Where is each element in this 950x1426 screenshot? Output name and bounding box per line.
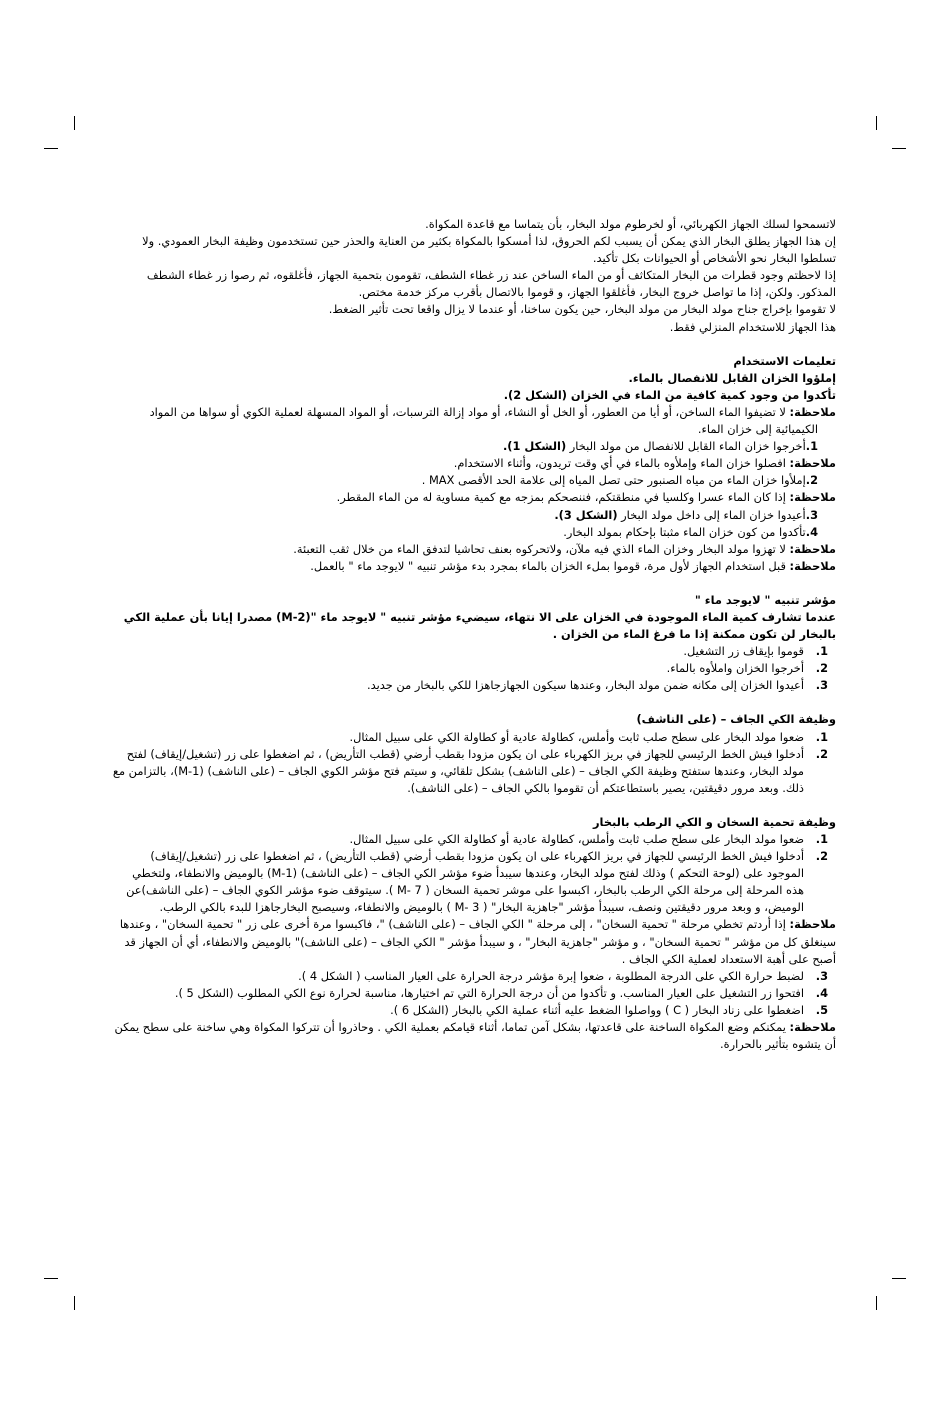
item-text: افتحوا زر التشغيل على العيار المناسب. و تأكدوا من أن درجة الحرارة التي تم اختيارها، مناسبة لحرارة نوع الكي المطلوب (الشكل 5 ). [174, 985, 804, 1000]
item-text: أخرجوا الخزان واملأوه بالماء. [666, 661, 804, 676]
note-label: ملاحظة: [789, 404, 836, 419]
note-text: افصلوا خزان الماء وإملأوه بالماء في أي وقت تريدون، وأثناء الاستخدام. [453, 456, 790, 471]
note-text: لا تهزوا مولد البخار وخزان الماء الذي فيه ملآن، ولاتحركوه بعنف تحاشيا لتدفق الماء من خلال ثقب التعبئة. [293, 541, 790, 556]
note-text: لا تضيفوا الماء الساخن، أو أيا من العطور، أو الخل أو النشاء، أو مواد إزالة الترسبات، أو المواد المسهلة لعملية الكوي أو سواها من المواد الكيميائية إلى خزان الماء. [149, 404, 818, 437]
list-item [112, 677, 836, 694]
usage-step [112, 438, 836, 455]
item-number: 2. [815, 849, 828, 864]
usage-note [112, 489, 836, 506]
list-item [112, 985, 836, 1002]
crop-mark-bottom-right [876, 1296, 877, 1310]
item-number: 2. [815, 661, 828, 676]
figure-reference: (الشكل 3). [554, 507, 618, 522]
crop-mark-top-left [74, 116, 75, 130]
usage-note [112, 455, 836, 472]
figure-reference: (الشكل 1). [502, 439, 567, 454]
list-item [112, 831, 836, 848]
no-water-intro: عندما تشارف كمية الماء الموجودة في الخزان على الا نتهاء، سيضيء مؤشر تنبيه " لايوجد ماء "(M-2) مصدرا إيانا بأن عملية الكي بالبخار لن تكون ممكنة إذا ما فرغ الماء من الخزان . [123, 609, 836, 642]
item-text: أعيدوا الخزان إلى مكانه ضمن مولد البخار، وعندها سيكون الجهازجاهزا للكي بالبخار من جديد. [367, 678, 804, 693]
note-label: ملاحظة: [789, 541, 836, 556]
safety-paragraph: هذا الجهاز للاستخدام المنزلي فقط. [669, 319, 836, 334]
list-item [112, 643, 836, 660]
usage-note [112, 404, 836, 438]
no-water-heading: مؤشر تنبيه " لايوجد ماء " [694, 592, 836, 607]
note-label: ملاحظة: [789, 1020, 836, 1035]
note-text: قبل استخدام الجهاز لأول مرة، قوموا بملء الخزان بالماء بمجرد بدء مؤشر تنبيه " لايوجد ماء " بالعمل. [310, 558, 790, 573]
note-text: يمكنكم وضع المكواة الساخنة على قاعدتها، بشكل آمن تماما، أثناء قيامكم بعملية الكي . وحاذروا أن تتركوا المكواة وهي ساخنة على سطح يمكن أن يتشوه بتأثير بالحرارة. [114, 1020, 836, 1052]
usage-note [112, 558, 836, 575]
item-text: لضبط حرارة الكي على الدرجة المطلوبة ، ضعوا إبرة مؤشر درجة الحرارة على العيار المناسب ( الشكل 4 ). [298, 968, 804, 983]
item-text: أدخلوا فيش الخط الرئيسي للجهاز في بريز الكهرباء على ان يكون مزودا بقطب أرضي (قطب التأريض) ، ثم اضغطوا على زر (تشغيل/إيقاف) الموجود على (لوحة التحكم ) وذلك لفتح مولد البخار، وعندها سيبدأ ضوء مؤشر الكي الجاف – (على الناشف) (M-1) بالوميض والانطفاء، ولتخطي هذه المرحلة إلى مرحلة الكي الرطب بالبخار، اكبسوا على موشر تحمية السخان ( M- 7 ). سيتوقف ضوء مؤشر الكوي الجاف – (على الناشف)عن الوميض، و وبعد مرور دقيقتين ونصف، سيبدأ مؤشر "جاهزية البخار" ( M- 3 ) بالوميض والانطفاء، وسيصبح البخارجاهزا للبدء بالكي الرطب. [126, 849, 804, 915]
step-text: تأكدوا من كون خزان الماء مثبتا بإحكام بمولد البخار. [563, 524, 806, 539]
steam-note [112, 916, 836, 967]
step-text: إملأوا خزان الماء من مياه الصنبور حتى تصل المياه إلى علامة الحد الأقصى MAX . [421, 473, 806, 488]
item-number: 4. [815, 985, 828, 1000]
usage-step [112, 472, 836, 489]
usage-step [112, 507, 836, 524]
note-label: ملاحظة: [789, 917, 836, 932]
safety-paragraph: إذا لاحظتم وجود قطرات من البخار المتكاثف أو من الماء الساخن عند زر غطاء الشطف، تقومون بتحمية الجهاز، فأغلقوه، ثم رصوا زر غطاء الشطف المذكور. ولكن، إذا ما تواصل خروج البخار، فأغلقوا الجهاز، و قوموا بالاتصال بأقرب مركز خدمة مختص. [146, 268, 836, 300]
crop-mark-top-right [876, 116, 877, 130]
item-number: 1. [815, 644, 828, 659]
usage-check-instruction: تأكدوا من وجود كمية كافية من الماء في الخزان (الشكل 2). [503, 387, 836, 402]
usage-fill-instruction: إملؤوا الخزان القابل للانفصال بالماء. [628, 370, 836, 385]
safety-paragraph: لا تقوموا بإخراج جناح مولد البخار من مولد البخار، حين يكون ساخنا، أو عندما لا يزال واقعا تحت تأثير الضغط. [328, 302, 836, 317]
steam-ironing-heading: وظيفة تحمية السخان و الكي الرطب بالبخار [592, 814, 836, 829]
safety-paragraph: لاتسمحوا لسلك الجهاز الكهربائي، أو لخرطوم مولد البخار، بأن يتماسا مع قاعدة المكواة. [425, 217, 836, 231]
list-item [112, 848, 836, 916]
note-label: ملاحظة: [789, 490, 836, 505]
steam-note [112, 1019, 836, 1053]
crop-mark-top-left-h [44, 148, 58, 149]
usage-note [112, 541, 836, 558]
list-item [112, 660, 836, 677]
document-body [112, 216, 836, 1276]
dry-ironing-heading: وظيفة الكي الجاف – (على الناشف) [636, 712, 836, 727]
crop-mark-bottom-right-h [892, 1278, 906, 1279]
note-text: إذا كان الماء عسرا وكلسيا في منطقتكم، فننصحكم بمزجه مع كمية مساوية له من الماء المقطر. [336, 490, 790, 505]
list-item [112, 729, 836, 746]
item-text: قوموا بإيقاف زر التشغيل. [683, 644, 804, 659]
crop-mark-bottom-left-h [44, 1278, 58, 1279]
item-number: 5. [815, 1002, 828, 1017]
item-number: 3. [815, 678, 828, 693]
dry-ironing-section [112, 711, 836, 796]
item-number: 3. [815, 968, 828, 983]
crop-mark-top-right-h [892, 148, 906, 149]
item-text: ضعوا مولد البخار على سطح صلب ثابت وأملس، كطاولة عادية أو كطاولة الكي على سبيل المثال. [349, 832, 804, 846]
note-label: ملاحظة: [789, 558, 836, 573]
note-text: إذا أردتم تخطي مرحلة " تحمية السخان" ، إلى مرحلة " الكي الجاف – (على الناشف) "، فاكبسوا مرة أخرى على زر " تحمية السخان" ، وعندها سينغلق كل من مؤشر " تحمية السخان" ، و مؤشر "جاهزية البخار" ، و سيبدأ مؤشر " الكي الجاف – (على الناشف)" بالوميض والانطفاء، أي أن الجهاز قد أصبح على أهبة الاستعداد لعملية الكي الجاف . [119, 917, 836, 966]
list-item [112, 968, 836, 985]
step-text: أخرجوا خزان الماء القابل للانفصال من مولد البخار [566, 439, 806, 454]
step-number: 3. [805, 507, 818, 522]
item-number: 1. [815, 832, 828, 846]
item-number: 1. [815, 729, 828, 744]
no-water-section [112, 592, 836, 695]
item-text: اضغطوا على زناد البخار ( C ) وواصلوا الضغط عليه أثناء عملية الكي بالبخار (الشكل 6 ). [390, 1002, 804, 1017]
usage-heading: تعليمات الاستخدام [733, 353, 836, 368]
item-text: ضعوا مولد البخار على سطح صلب ثابت وأملس، كطاولة عادية أو كطاولة الكي على سبيل المثال. [349, 729, 804, 744]
note-label: ملاحظة: [789, 456, 836, 471]
list-item [112, 746, 836, 797]
crop-mark-bottom-left [74, 1296, 75, 1310]
list-item [112, 1002, 836, 1019]
step-number: 2. [805, 473, 818, 488]
step-number: 4. [805, 524, 818, 539]
usage-step [112, 524, 836, 541]
item-text: أدخلوا فيش الخط الرئيسي للجهاز في بريز الكهرباء على ان يكون مزودا بقطب أرضي (قطب التأريض) ، ثم اضغطوا على زر (تشغيل/إيقاف) لفتح مولد البخار، وعندها ستفتح وظيفة الكي الجاف – (على الناشف) بشكل تلقائي، و سيتم فتح مؤشر الكوي الجاف – (على الناشف) (M-1)، بالتزامن مع ذلك. وبعد مرور دقيقتين، يصير باستطاعتكم أن تقوموا بالكي الجاف – (على الناشف). [112, 746, 804, 795]
steam-ironing-section [112, 814, 836, 1053]
safety-paragraph: إن هذا الجهاز يطلق البخار الذي يمكن أن يسبب لكم الحروق، لذا أمسكوا بالمكواة بكثير من العناية والحذر حين تستخدمون وظيفة البخار العمودي. ولا تسلطوا البخار نحو الأشخاص أو الحيوانات بكل تأكيد. [142, 234, 836, 266]
usage-section [112, 353, 836, 575]
item-number: 2. [815, 746, 828, 761]
safety-section [112, 216, 836, 336]
step-number: 1. [805, 439, 818, 454]
step-text: أعيدوا خزان الماء إلى داخل مولد البخار [617, 507, 806, 522]
